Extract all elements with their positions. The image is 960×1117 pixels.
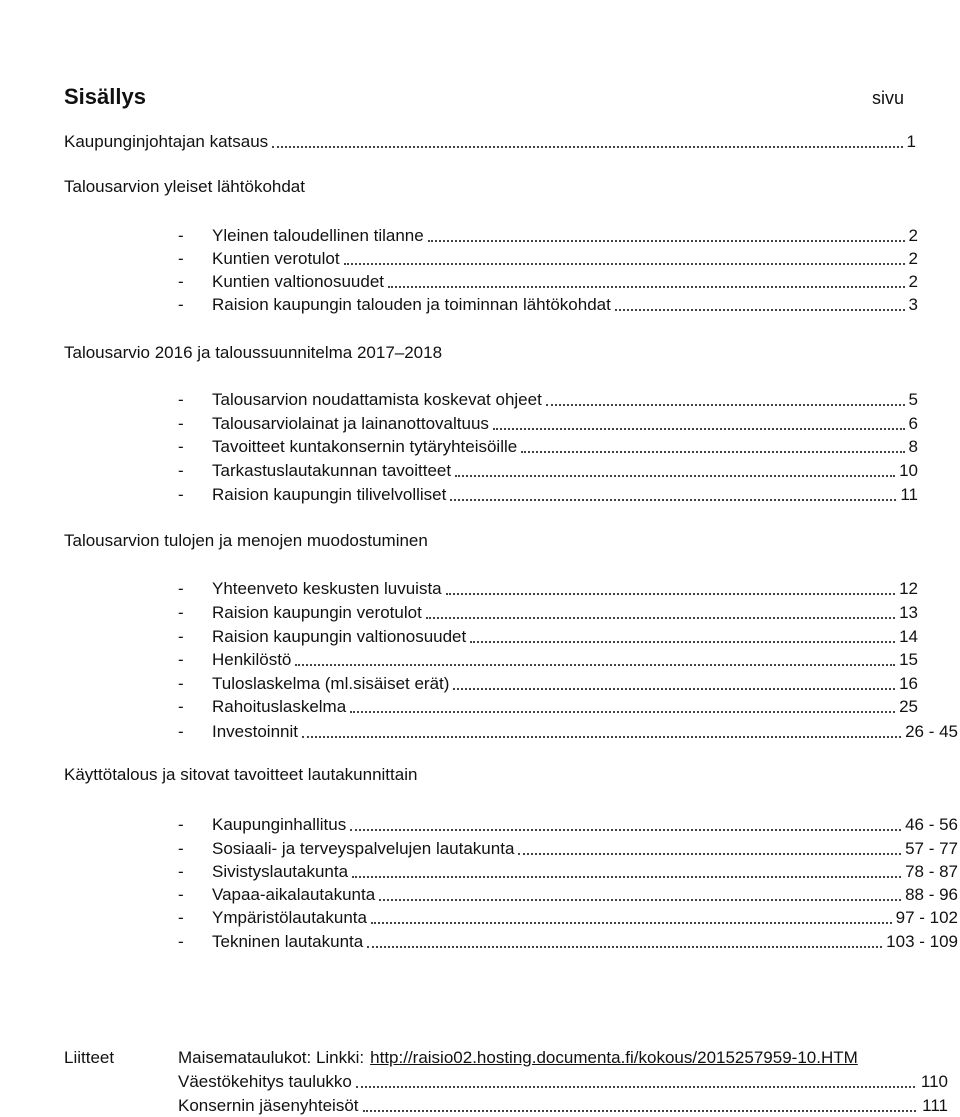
toc-entry-page: 14 [899,627,918,646]
section-title: Talousarvio 2016 ja taloussuunnitelma 2017–2018 [64,343,443,362]
toc-entry-page: 8 [908,437,918,456]
toc-entry-label: Kuntien verotulot [212,249,340,268]
toc-entry[interactable] [178,601,918,623]
toc-entry-page: 12 [899,579,918,598]
attachment-map-entry [178,1046,948,1068]
toc-entry-label: Raision kaupungin valtionosuudet [212,627,467,646]
dash-bullet: - [178,697,184,716]
toc-entry-label: Kaupunginhallitus [212,815,347,834]
dot-leader [518,853,901,855]
dot-leader [363,1110,917,1112]
toc-entry-page: 1 [906,132,916,151]
dash-bullet: - [178,627,184,646]
dot-leader [428,240,905,242]
toc-entry-label: Talousarvion noudattamista koskevat ohjeet [212,390,542,409]
dash-bullet: - [178,390,184,409]
section-title: Käyttötalous ja sitovat tavoitteet lautakunnittain [64,765,418,784]
dot-leader [367,946,882,948]
toc-entry-label: Sosiaali- ja terveyspalvelujen lautakunta [212,839,515,858]
toc-entry-page: 16 [899,674,918,693]
toc-entry[interactable] [178,247,918,269]
toc-entry-page: 2 [908,272,918,291]
toc-entry-page: 78 - 87 [905,862,958,881]
toc-entry-label: Kuntien valtionosuudet [212,272,385,291]
toc-entry[interactable] [178,412,918,434]
dash-bullet: - [178,674,184,693]
section-title: Talousarvion yleiset lähtökohdat [64,177,305,196]
toc-entry[interactable] [178,435,918,457]
dot-leader [356,1086,915,1088]
toc-entry-label: Investoinnit [212,722,298,741]
dash-bullet: - [178,908,184,927]
dash-bullet: - [178,932,184,951]
dot-leader [521,451,904,453]
dash-bullet: - [178,603,184,622]
toc-entry[interactable] [178,837,958,859]
dot-leader [371,922,892,924]
toc-entry-page: 111 [922,1096,948,1115]
toc-entry[interactable] [178,270,918,292]
dot-leader [426,617,895,619]
toc-entry-page: 3 [908,295,918,314]
toc-entry-label: Vapaa-aikalautakunta [212,885,376,904]
toc-entry-page: 97 - 102 [895,908,958,927]
dot-leader [455,475,895,477]
toc-entry-page: 11 [900,485,918,504]
dash-bullet: - [178,885,184,904]
dot-leader [388,286,905,288]
dot-leader [446,593,895,595]
toc-entry[interactable] [178,388,918,410]
map-tables-label: Maisemataulukot: Linkki: [178,1048,365,1067]
toc-entry-label: Väestökehitys taulukko [178,1072,352,1091]
toc-entry-label: Raision kaupungin talouden ja toiminnan lähtökohdat [212,295,611,314]
dot-leader [450,499,896,501]
toc-entry[interactable] [178,648,918,670]
toc-entry-page: 110 [920,1072,948,1091]
toc-entry-page: 25 [899,697,918,716]
dash-bullet: - [178,650,184,669]
toc-entry-label: Tekninen lautakunta [212,932,364,951]
toc-entry-label: Rahoituslaskelma [212,697,347,716]
toc-entry[interactable] [178,860,958,882]
toc-entry-page: 10 [899,461,918,480]
toc-entry-label: Kaupunginjohtajan katsaus [64,132,269,151]
dash-bullet: - [178,461,184,480]
toc-entry-label: Tarkastuslautakunnan tavoitteet [212,461,452,480]
attachments-label: Liitteet [64,1048,115,1067]
toc-entry[interactable] [178,883,958,905]
toc-title: Sisällys [64,84,146,109]
map-tables-link[interactable]: http://raisio02.hosting.documenta.fi/kokous/2015257959-10.HTM [370,1048,858,1067]
toc-entry-page: 103 - 109 [886,932,958,951]
toc-entry-page: 2 [908,249,918,268]
toc-entry[interactable] [178,720,958,742]
dot-leader [453,688,895,690]
dot-leader [344,263,905,265]
toc-entry-label: Tuloslaskelma (ml.sisäiset erät) [212,674,450,693]
dot-leader [546,404,905,406]
toc-entry-label: Yleinen taloudellinen tilanne [212,226,424,245]
toc-entry[interactable] [178,293,918,315]
toc-entry[interactable] [178,483,918,505]
toc-entry-label: Tavoitteet kuntakonsernin tytäryhteisöille [212,437,518,456]
toc-entry[interactable] [178,224,918,246]
toc-entry-page: 13 [899,603,918,622]
dash-bullet: - [178,272,184,291]
toc-entry-page: 6 [908,414,918,433]
toc-entry-label: Henkilöstö [212,650,292,669]
toc-entry[interactable] [178,813,958,835]
toc-entry-page: 15 [899,650,918,669]
toc-entry[interactable] [178,459,918,481]
dot-leader [615,309,905,311]
toc-entry-label: Raision kaupungin tilivelvolliset [212,485,447,504]
dot-leader [295,664,895,666]
toc-entry-page: 2 [908,226,918,245]
toc-entry-label: Ympäristölautakunta [212,908,367,927]
toc-entry-page: 26 - 45 [905,722,958,741]
toc-entry-attachment[interactable] [178,1094,948,1116]
dot-leader [302,736,901,738]
toc-entry-label: Talousarviolainat ja lainanottovaltuus [212,414,489,433]
dash-bullet: - [178,579,184,598]
dot-leader [379,899,901,901]
toc-entry-page: 88 - 96 [905,885,958,904]
toc-entry-label: Konsernin jäsenyhteisöt [178,1096,359,1115]
dash-bullet: - [178,862,184,881]
dot-leader [352,876,901,878]
dash-bullet: - [178,485,184,504]
toc-entry-label: Sivistyslautakunta [212,862,349,881]
dash-bullet: - [178,722,184,741]
dot-leader [493,428,905,430]
toc-entry[interactable] [178,906,958,928]
toc-entry[interactable] [178,672,918,694]
page-column-header: sivu [872,88,905,108]
dot-leader [272,146,902,148]
dash-bullet: - [178,437,184,456]
dash-bullet: - [178,226,184,245]
dot-leader [470,641,895,643]
dash-bullet: - [178,414,184,433]
toc-entry-page: 46 - 56 [905,815,958,834]
toc-entry[interactable] [178,930,958,952]
toc-entry-page: 57 - 77 [905,839,958,858]
toc-entry-intro[interactable] [64,130,916,152]
dot-leader [350,829,901,831]
toc-entry-label: Raision kaupungin verotulot [212,603,422,622]
toc-entry-label: Yhteenveto keskusten luvuista [212,579,442,598]
toc-entry[interactable] [178,577,918,599]
toc-entry[interactable] [178,625,918,647]
toc-entry-page: 5 [908,390,918,409]
dash-bullet: - [178,815,184,834]
toc-entry[interactable] [178,695,918,717]
toc-entry-attachment[interactable] [178,1070,948,1092]
dash-bullet: - [178,839,184,858]
dash-bullet: - [178,249,184,268]
dash-bullet: - [178,295,184,314]
section-title: Talousarvion tulojen ja menojen muodostuminen [64,531,428,550]
dot-leader [350,711,895,713]
